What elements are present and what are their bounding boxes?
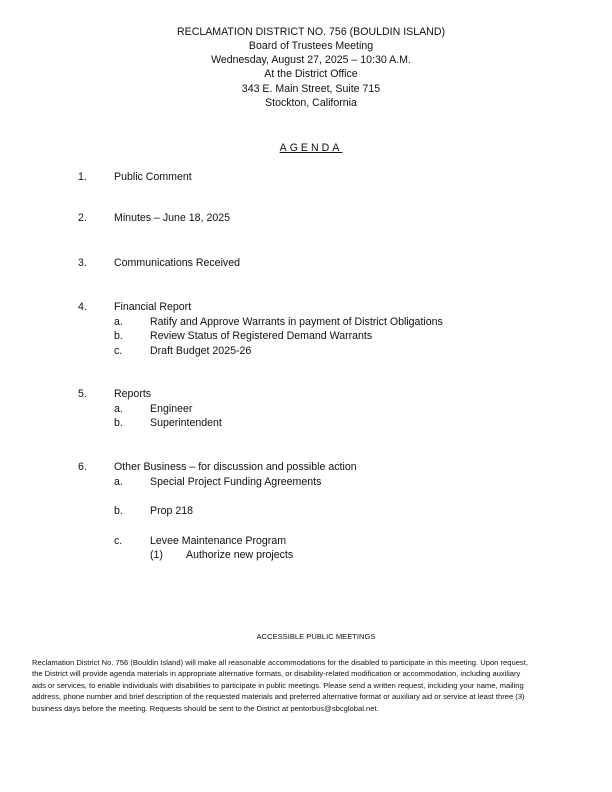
subitem-text: Prop 218 [150, 505, 193, 517]
item-label: Other Business – for discussion and possible action [114, 461, 357, 473]
item-label: Minutes – June 18, 2025 [114, 212, 231, 224]
accessible-meetings-notice [32, 657, 610, 714]
meeting-location: At the District Office [264, 68, 358, 80]
subitem-letter: a. [114, 403, 123, 415]
meeting-address: 343 E. Main Street, Suite 715 [241, 83, 381, 95]
notice-line: Reclamation District No. 756 (Bouldin Island) will make all reasonable accommodations for the disabled to participate in this meeting. Upon request, [32, 658, 528, 667]
notice-line: address, phone number and brief description of the requested materials and preferred alternative format or auxiliary aid or service at least three (3) [32, 692, 525, 702]
item-number: 6. [78, 461, 87, 473]
subitem-text: Draft Budget 2025-26 [150, 345, 252, 357]
item-number: 2. [78, 212, 87, 224]
notice-line: the District will provide agenda materials in appropriate alternative formats, or disability-related modification or accommodation, including auxiliary [32, 669, 521, 679]
subitem-letter: b. [114, 330, 123, 342]
subitem-text: Engineer [150, 403, 193, 415]
meeting-city: Stockton, California [265, 97, 357, 109]
subitem-text: Special Project Funding Agreements [150, 476, 322, 488]
item-label: Communications Received [114, 257, 241, 269]
notice-line: aids or services, to enable individuals with disabilities to participate in public meetings. Please send a written request, including your name, mailing [32, 680, 524, 690]
item-number: 1. [78, 171, 87, 183]
agenda-heading: AGENDA [279, 142, 343, 154]
accessible-meetings-heading: ACCESSIBLE PUBLIC MEETINGS [256, 632, 376, 641]
subitem-text: Review Status of Registered Demand Warrants [150, 330, 373, 342]
meeting-datetime: Wednesday, August 27, 2025 – 10:30 A.M. [211, 54, 411, 66]
item-number: 4. [78, 301, 87, 313]
subitem-letter: b. [114, 505, 123, 517]
item-number: 5. [78, 388, 87, 400]
notice-line: business days before the meeting. Requests should be sent to the District at pentorbus@sbcglobal.net. [32, 703, 379, 713]
district-title: RECLAMATION DISTRICT NO. 756 (BOULDIN ISLAND) [176, 26, 446, 38]
subitem-letter: a. [114, 476, 123, 488]
item-label: Financial Report [114, 301, 192, 313]
meeting-name: Board of Trustees Meeting [248, 40, 374, 52]
subitem-text: Levee Maintenance Program [150, 535, 287, 547]
subitem-letter: b. [114, 417, 123, 429]
subitem-letter: c. [114, 535, 123, 547]
subitem-letter: a. [114, 316, 123, 328]
subitem-letter: c. [114, 345, 123, 357]
subsubitem-number: (1) [150, 549, 163, 561]
subsubitem-text: Authorize new projects [186, 549, 294, 561]
subitem-text: Ratify and Approve Warrants in payment of District Obligations [150, 316, 443, 328]
item-number: 3. [78, 257, 87, 269]
item-label: Reports [114, 388, 152, 400]
item-label: Public Comment [114, 171, 192, 183]
subitem-text: Superintendent [150, 417, 222, 429]
